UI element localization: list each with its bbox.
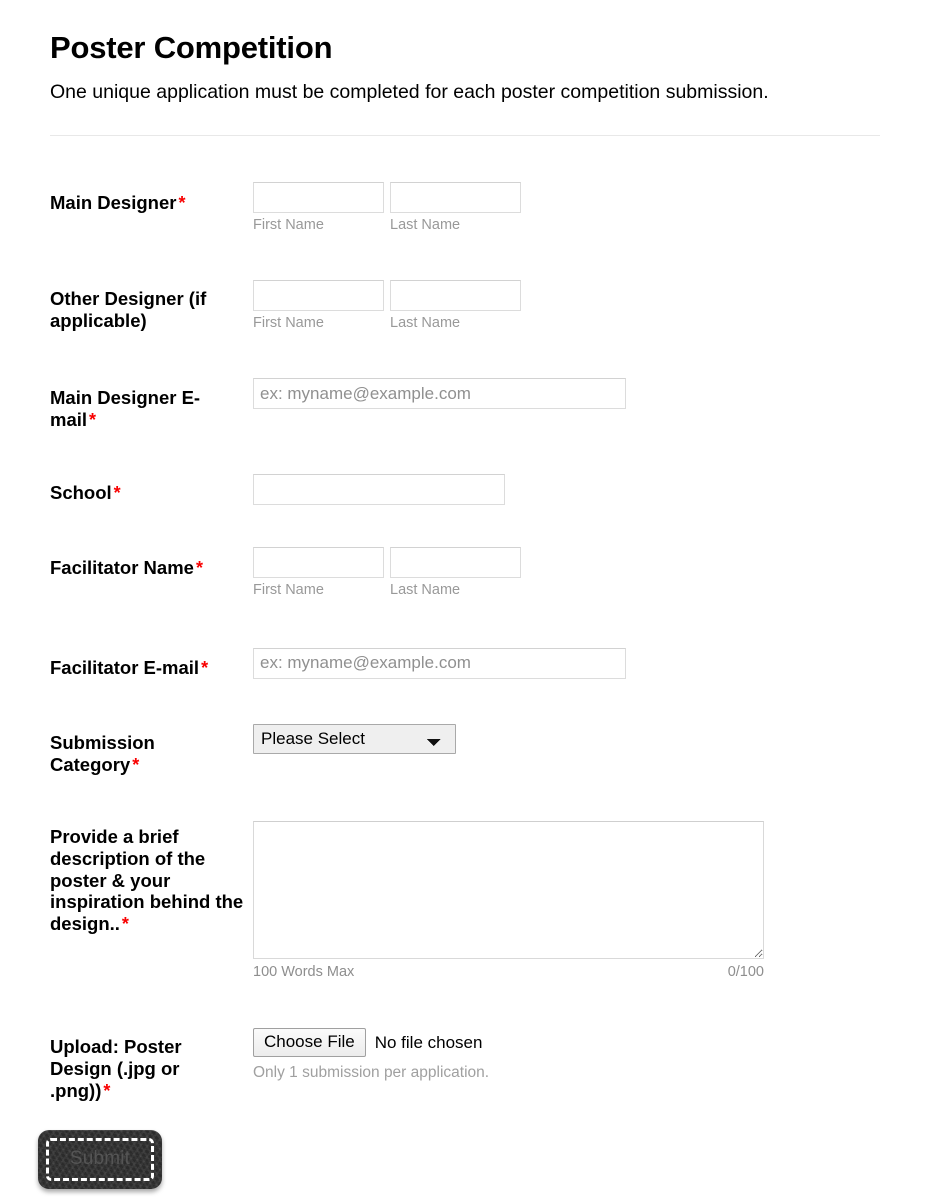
label-school: School * [50, 482, 121, 504]
other-designer-last-name-input[interactable] [390, 280, 521, 311]
label-facilitator-email: Facilitator E-mail * [50, 656, 209, 678]
field-col-other-designer [253, 280, 880, 332]
required-asterisk: * [113, 483, 121, 504]
name-cell-first [253, 182, 384, 234]
sublabel-first-name: First Name [253, 217, 324, 234]
field-row-main-designer-email [50, 378, 880, 431]
other-designer-first-name-input[interactable] [253, 280, 384, 311]
field-col-main-designer-email [253, 378, 880, 409]
facilitator-last-name-input[interactable] [390, 547, 521, 578]
field-row-main-designer [50, 182, 880, 234]
field-row-description [50, 821, 880, 980]
label-col-facilitator-email [50, 648, 253, 679]
page-title: Poster Competition [50, 30, 333, 65]
name-cell-last [390, 547, 521, 599]
label-main-designer-email: Main Designer E-mail * [50, 387, 201, 431]
name-group-facilitator [253, 547, 880, 599]
facilitator-email-input[interactable] [253, 648, 626, 679]
description-word-limit-hint: 100 Words Max [253, 964, 355, 980]
field-row-poster-upload [50, 1028, 880, 1102]
field-col-description [253, 821, 880, 980]
required-asterisk: * [103, 1080, 111, 1101]
field-col-facilitator-email [253, 648, 880, 679]
name-cell-last [390, 280, 521, 332]
form-subtitle: One unique application must be completed for each poster competition submission. [50, 80, 769, 103]
label-col-main-designer-email [50, 378, 253, 431]
label-col-facilitator-name [50, 547, 253, 579]
main-designer-last-name-input[interactable] [390, 182, 521, 213]
label-submission-category: Submission Category * [50, 731, 155, 775]
label-description: Provide a brief description of the poster & your inspiration behind the design.. * [50, 826, 244, 935]
field-row-school [50, 474, 880, 505]
submit-button[interactable] [38, 1130, 162, 1189]
sublabel-last-name: Last Name [390, 314, 461, 331]
label-main-designer: Main Designer * [50, 192, 186, 214]
school-input[interactable] [253, 474, 505, 505]
description-footer [253, 964, 764, 980]
header-divider [50, 135, 880, 136]
submit-row [0, 1130, 930, 1189]
name-cell-first [253, 280, 384, 332]
main-designer-email-input[interactable] [253, 378, 626, 409]
field-row-facilitator-email [50, 648, 880, 679]
field-row-submission-category [50, 724, 880, 776]
poster-upload-hint: Only 1 submission per application. [253, 1064, 490, 1082]
label-col-poster-upload [50, 1028, 253, 1102]
description-textarea[interactable] [253, 821, 764, 959]
sublabel-first-name: First Name [253, 314, 324, 331]
field-row-other-designer [50, 280, 880, 332]
file-status-text: No file chosen [374, 1032, 483, 1052]
description-counter: 0/100 [727, 964, 764, 980]
sublabel-last-name: Last Name [390, 582, 461, 599]
label-col-description [50, 821, 253, 936]
field-row-facilitator-name [50, 547, 880, 599]
name-group-other-designer [253, 280, 880, 332]
name-cell-last [390, 182, 521, 234]
form-header [0, 0, 930, 107]
required-asterisk: * [121, 914, 129, 935]
field-col-school [253, 474, 880, 505]
field-col-facilitator-name [253, 547, 880, 599]
file-input-row[interactable] [253, 1028, 880, 1057]
label-poster-upload: Upload: Poster Design (.jpg or .png)) * [50, 1036, 182, 1101]
field-col-poster-upload [253, 1028, 880, 1082]
form-body [0, 182, 930, 1101]
label-col-submission-category [50, 724, 253, 776]
name-group-main-designer [253, 182, 880, 234]
sublabel-last-name: Last Name [390, 217, 461, 234]
required-asterisk: * [178, 193, 186, 214]
choose-file-button[interactable]: Choose File [253, 1028, 366, 1057]
label-facilitator-name: Facilitator Name * [50, 557, 203, 579]
facilitator-first-name-input[interactable] [253, 547, 384, 578]
submit-button-label: Submit [69, 1148, 131, 1170]
required-asterisk: * [89, 410, 97, 431]
required-asterisk: * [201, 657, 209, 678]
field-col-submission-category [253, 724, 880, 754]
submission-category-select[interactable] [253, 724, 456, 754]
main-designer-first-name-input[interactable] [253, 182, 384, 213]
required-asterisk: * [195, 558, 203, 579]
label-col-other-designer [50, 280, 253, 332]
field-col-main-designer [253, 182, 880, 234]
name-cell-first [253, 547, 384, 599]
description-wrapper [253, 821, 764, 980]
label-other-designer: Other Designer (if applicable) [50, 287, 207, 331]
required-asterisk: * [132, 754, 140, 775]
sublabel-first-name: First Name [253, 582, 324, 599]
label-col-main-designer [50, 182, 253, 214]
label-col-school [50, 474, 253, 504]
